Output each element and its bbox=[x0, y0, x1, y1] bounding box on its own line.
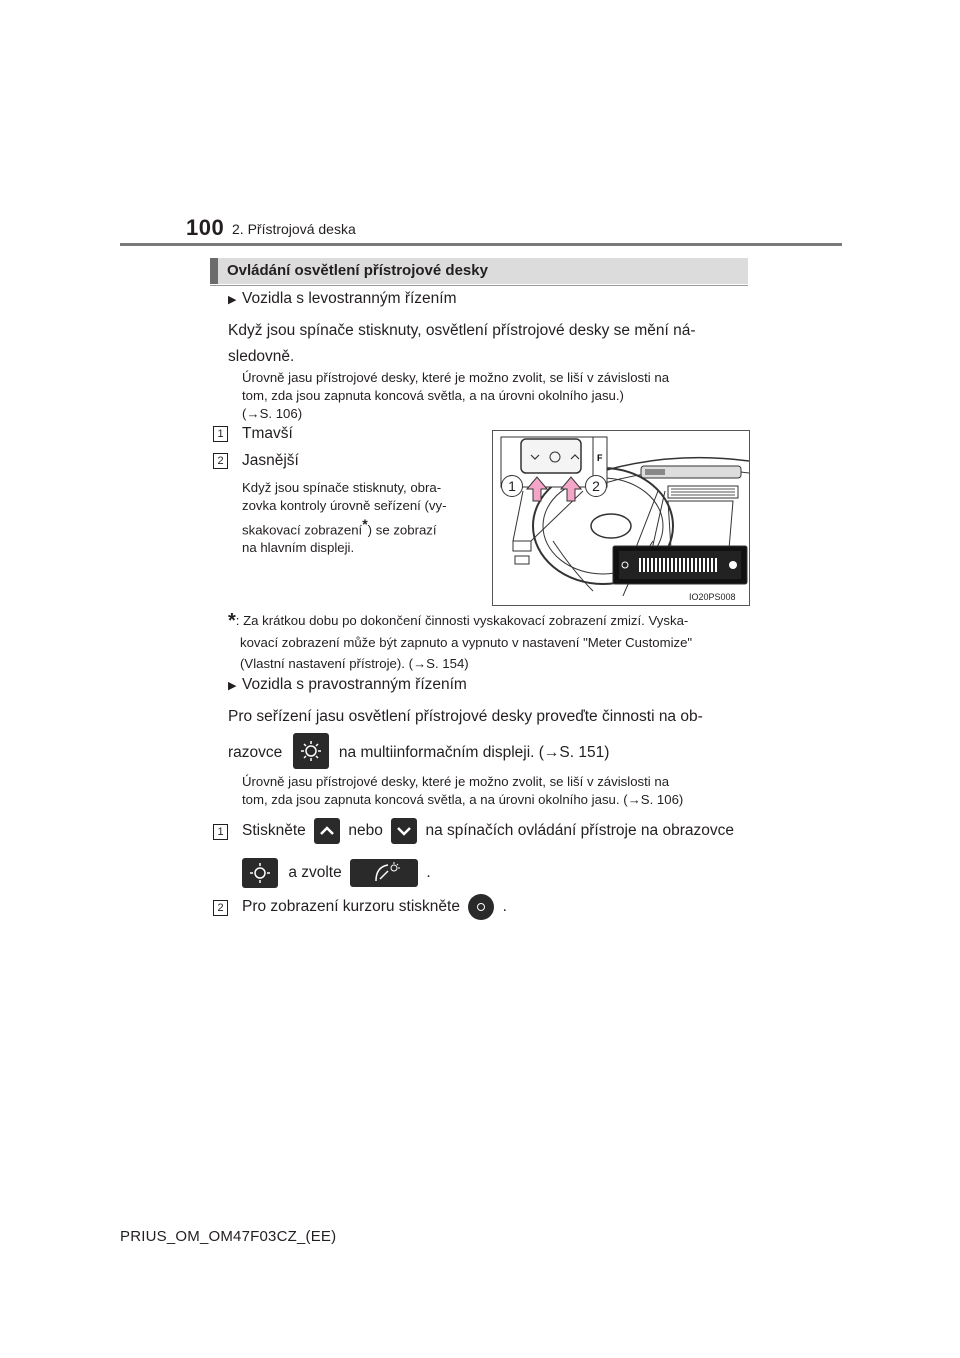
gear-icon bbox=[242, 858, 278, 888]
settings-button-icon bbox=[242, 858, 278, 888]
rhd-heading-text: Vozidla s pravostranným řízením bbox=[242, 676, 467, 693]
callout-2: 2 bbox=[585, 475, 607, 497]
ok-button-icon bbox=[468, 894, 494, 920]
section-underline bbox=[210, 285, 748, 286]
header-rule bbox=[120, 243, 842, 246]
step-text: a zvolte bbox=[288, 864, 342, 882]
step-text: na spínačích ovládání přístroje na obrazovce bbox=[425, 822, 734, 840]
lhd-note-line: (→S. 106) bbox=[242, 406, 303, 421]
item-note-text: skakovací zobrazení bbox=[242, 522, 363, 538]
rhd-heading bbox=[228, 676, 467, 694]
footnote-line: kovací zobrazení může být zapnuto a vypnuto v nastavení "Meter Customize" bbox=[240, 635, 693, 650]
item-label-brighter: Jasnější bbox=[242, 452, 299, 469]
item-label-darker: Tmavší bbox=[242, 425, 293, 442]
footnote-line bbox=[228, 610, 748, 632]
step1-line2 bbox=[242, 858, 431, 888]
rhd-body-text: razovce bbox=[228, 744, 283, 762]
lhd-heading bbox=[228, 290, 457, 308]
lhd-note-line: tom, zda jsou zapnuta koncová světla, a na úrovni okolního jasu.) bbox=[242, 388, 624, 403]
step-number-badge: 1 bbox=[213, 824, 228, 840]
meter-brightness-icon bbox=[350, 859, 418, 887]
page-number: 100 bbox=[186, 215, 225, 240]
svg-text:F: F bbox=[597, 453, 603, 463]
ok-dot-icon bbox=[477, 903, 485, 911]
rhd-body-text: na multiinformačním displeji. (→S. 151) bbox=[338, 744, 610, 762]
footnote bbox=[228, 610, 748, 674]
settings-button-icon bbox=[293, 733, 329, 769]
section-accent bbox=[210, 258, 218, 284]
dashboard-drawing bbox=[493, 431, 749, 605]
step-text: nebo bbox=[348, 822, 383, 840]
rhd-note-line: tom, zda jsou zapnuta koncová světla, a na úrovni okolního jasu. (→S. 106) bbox=[242, 792, 684, 807]
step-text: . bbox=[502, 898, 507, 916]
footnote-star: * bbox=[362, 516, 368, 532]
item-note bbox=[242, 479, 478, 557]
item-number-badge: 1 bbox=[213, 426, 228, 442]
section-title: Ovládání osvětlení přístrojové desky bbox=[227, 262, 488, 279]
rhd-note bbox=[242, 773, 748, 809]
rhd-body-line2 bbox=[228, 735, 748, 771]
lhd-body-line: sledovně. bbox=[228, 348, 295, 365]
footnote-text: : Za krátkou dobu po dokončení činnosti vyskakovací zobrazení zmizí. Vyska- bbox=[235, 613, 689, 628]
item-number-badge: 2 bbox=[213, 453, 228, 469]
dashboard-illustration bbox=[492, 430, 750, 606]
down-button-icon bbox=[391, 818, 417, 844]
figure-code: IO20PS008 bbox=[689, 592, 736, 602]
section-heading bbox=[210, 258, 748, 284]
lhd-note-line: Úrovně jasu přístrojové desky, které je možno zvolit, se liší v závislosti na bbox=[242, 370, 670, 385]
up-button-icon bbox=[314, 818, 340, 844]
step2-line bbox=[242, 894, 507, 920]
step1-line1 bbox=[242, 818, 734, 844]
lhd-body bbox=[228, 318, 748, 370]
item-note-line: zovka kontroly úrovně seřízení (vy- bbox=[242, 498, 447, 513]
step-text: Stiskněte bbox=[242, 822, 306, 840]
footnote-line: (Vlastní nastavení přístroje). (→S. 154) bbox=[240, 656, 469, 671]
meter-brightness-button-icon bbox=[350, 859, 418, 887]
rhd-note-line: Úrovně jasu přístrojové desky, které je možno zvolit, se liší v závislosti na bbox=[242, 774, 670, 789]
step-number-badge: 2 bbox=[213, 900, 228, 916]
rhd-body-line1: Pro seřízení jasu osvětlení přístrojové desky proveďte činnosti na ob- bbox=[228, 708, 703, 725]
item-note-text: ) se zobrazí bbox=[367, 522, 437, 538]
footnote-star: * bbox=[228, 610, 236, 632]
lhd-note bbox=[242, 369, 748, 423]
item-note-line: na hlavním displeji. bbox=[242, 540, 355, 556]
item-note-line: Když jsou spínače stisknuty, obra- bbox=[242, 480, 442, 495]
callout-1: 1 bbox=[501, 475, 523, 497]
step-text: . bbox=[426, 864, 431, 882]
arrow-bullet-icon: ▶ bbox=[228, 294, 237, 306]
chapter-title: 2. Přístrojová deska bbox=[232, 221, 356, 237]
chevron-down-icon bbox=[391, 818, 417, 844]
item-note-line bbox=[242, 515, 478, 539]
doc-code: PRIUS_OM_OM47F03CZ_(EE) bbox=[120, 1228, 337, 1245]
brightness-level-bar bbox=[639, 558, 719, 572]
lhd-body-line: Když jsou spínače stisknuty, osvětlení přístrojové desky se mění ná- bbox=[228, 322, 696, 339]
chevron-up-icon bbox=[314, 818, 340, 844]
arrow-bullet-icon: ▶ bbox=[228, 680, 237, 692]
gear-icon bbox=[293, 733, 329, 769]
step-text: Pro zobrazení kurzoru stiskněte bbox=[242, 898, 460, 916]
lhd-heading-text: Vozidla s levostranným řízením bbox=[242, 290, 457, 307]
